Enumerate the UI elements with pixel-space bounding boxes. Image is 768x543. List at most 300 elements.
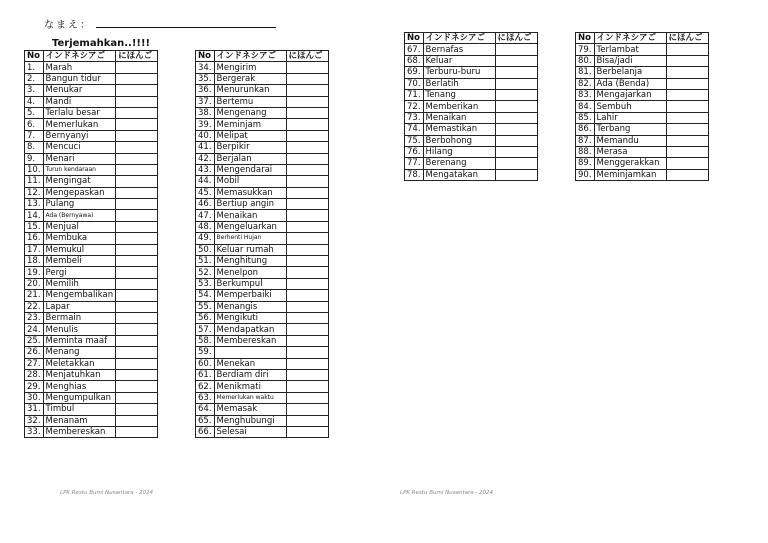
indonesian-word: Membereskan [43, 426, 116, 437]
table-row [196, 404, 329, 415]
table-row [576, 124, 709, 135]
row-number: 73. [405, 112, 424, 123]
table-row [25, 301, 158, 312]
indonesian-word: Mengirim [214, 62, 286, 73]
japanese-answer-cell[interactable] [116, 381, 158, 392]
japanese-answer-cell[interactable] [286, 96, 328, 107]
japanese-answer-cell[interactable] [116, 312, 158, 323]
vocab-table-1 [24, 50, 158, 438]
table-row [25, 404, 158, 415]
japanese-answer-cell[interactable] [666, 89, 708, 100]
table-row [196, 187, 329, 198]
indonesian-word: Menulis [43, 324, 116, 335]
footer-right: LPK Restu Bumi Nusantara - 2024 [400, 490, 494, 496]
table-row [196, 256, 329, 267]
row-number: 52. [196, 267, 215, 278]
japanese-answer-cell[interactable] [116, 221, 158, 232]
japanese-answer-cell[interactable] [286, 392, 328, 403]
row-number: 47. [196, 210, 215, 221]
column-header-japanese: にほんご [116, 51, 158, 62]
indonesian-word: Bangun tidur [43, 73, 116, 84]
table-row [196, 312, 329, 323]
japanese-answer-cell[interactable] [666, 44, 708, 55]
indonesian-word: Berenang [423, 158, 495, 169]
table-row [405, 124, 538, 135]
table-row [25, 369, 158, 380]
row-number: 58. [196, 335, 215, 346]
table-row [405, 55, 538, 66]
table-row [196, 244, 329, 255]
japanese-answer-cell[interactable] [286, 381, 328, 392]
indonesian-word: Menghias [43, 381, 116, 392]
japanese-answer-cell[interactable] [116, 96, 158, 107]
japanese-answer-cell[interactable] [116, 335, 158, 346]
table-row [196, 381, 329, 392]
row-number: 44. [196, 176, 215, 187]
indonesian-word: Menaikan [214, 210, 286, 221]
japanese-answer-cell[interactable] [286, 130, 328, 141]
row-number: 8. [25, 142, 44, 153]
japanese-answer-cell[interactable] [116, 199, 158, 210]
japanese-answer-cell[interactable] [286, 210, 328, 221]
row-number: 34. [196, 62, 215, 73]
japanese-answer-cell[interactable] [666, 112, 708, 123]
japanese-answer-cell[interactable] [286, 221, 328, 232]
indonesian-word: Membeli [43, 256, 116, 267]
japanese-answer-cell[interactable] [666, 158, 708, 169]
column-header-indonesian: インドネシアご [214, 51, 286, 62]
table-row [196, 176, 329, 187]
table-row [196, 415, 329, 426]
table-row [25, 256, 158, 267]
row-number: 35. [196, 73, 215, 84]
indonesian-word: Lapar [43, 301, 116, 312]
table-row [196, 267, 329, 278]
japanese-answer-cell[interactable] [116, 358, 158, 369]
japanese-answer-cell[interactable] [286, 426, 328, 437]
indonesian-word: Berhenti Hujan [214, 233, 286, 244]
row-number: 12. [25, 187, 44, 198]
indonesian-word: Mobil [214, 176, 286, 187]
row-number: 13. [25, 199, 44, 210]
column-header-indonesian: インドネシアご [594, 33, 666, 44]
japanese-answer-cell[interactable] [666, 146, 708, 157]
row-number: 46. [196, 199, 215, 210]
japanese-answer-cell[interactable] [116, 415, 158, 426]
name-blank-line[interactable] [96, 17, 276, 28]
table-row [25, 62, 158, 73]
indonesian-word: Memberikan [423, 101, 495, 112]
japanese-answer-cell[interactable] [116, 426, 158, 437]
indonesian-word: Tenang [423, 89, 495, 100]
indonesian-word: Meminjam [214, 119, 286, 130]
table-row [196, 119, 329, 130]
row-number: 54. [196, 290, 215, 301]
row-number: 45. [196, 187, 215, 198]
row-number: 31. [25, 404, 44, 415]
table-row [196, 426, 329, 437]
japanese-answer-cell[interactable] [116, 404, 158, 415]
table-row [196, 358, 329, 369]
column-header-japanese: にほんご [495, 33, 537, 44]
column-header-no: No [576, 33, 595, 44]
japanese-answer-cell[interactable] [116, 130, 158, 141]
table-row [25, 244, 158, 255]
row-number: 72. [405, 101, 424, 112]
japanese-answer-cell[interactable] [495, 89, 537, 100]
indonesian-word: Bernafas [423, 44, 495, 55]
japanese-answer-cell[interactable] [286, 358, 328, 369]
table-row [196, 392, 329, 403]
table-row [196, 130, 329, 141]
table-row [25, 119, 158, 130]
japanese-answer-cell[interactable] [116, 347, 158, 358]
row-number: 84. [576, 101, 595, 112]
japanese-answer-cell[interactable] [116, 324, 158, 335]
indonesian-word: Bernyanyi [43, 130, 116, 141]
indonesian-word: Menjual [43, 221, 116, 232]
column-header-japanese: にほんご [666, 33, 708, 44]
indonesian-word: Mengendarai [214, 164, 286, 175]
japanese-answer-cell[interactable] [116, 142, 158, 153]
row-number: 25. [25, 335, 44, 346]
indonesian-word: Membereskan [214, 335, 286, 346]
indonesian-word: Berbohong [423, 135, 495, 146]
table-row [196, 164, 329, 175]
japanese-answer-cell[interactable] [495, 124, 537, 135]
row-number: 19. [25, 267, 44, 278]
row-number: 69. [405, 67, 424, 78]
row-number: 3. [25, 85, 44, 96]
row-number: 74. [405, 124, 424, 135]
table-header-row [405, 33, 538, 44]
vocab-table-2 [195, 50, 329, 438]
japanese-answer-cell[interactable] [286, 267, 328, 278]
indonesian-word: Meminta maaf [43, 335, 116, 346]
table-row [25, 233, 158, 244]
japanese-answer-cell[interactable] [286, 153, 328, 164]
row-number: 36. [196, 85, 215, 96]
japanese-answer-cell[interactable] [116, 290, 158, 301]
japanese-answer-cell[interactable] [286, 85, 328, 96]
japanese-answer-cell[interactable] [666, 67, 708, 78]
row-number: 15. [25, 221, 44, 232]
table-row [405, 78, 538, 89]
indonesian-word: Ada (Benda) [594, 78, 666, 89]
row-number: 71. [405, 89, 424, 100]
japanese-answer-cell[interactable] [666, 55, 708, 66]
japanese-answer-cell[interactable] [286, 290, 328, 301]
indonesian-word: Mengikuti [214, 312, 286, 323]
row-number: 41. [196, 142, 215, 153]
indonesian-word: Hilang [423, 146, 495, 157]
row-number: 62. [196, 381, 215, 392]
table-row [196, 96, 329, 107]
japanese-answer-cell[interactable] [495, 44, 537, 55]
japanese-answer-cell[interactable] [495, 78, 537, 89]
indonesian-word: Meminjamkan [594, 169, 666, 180]
row-number: 56. [196, 312, 215, 323]
japanese-answer-cell[interactable] [495, 112, 537, 123]
indonesian-word: Berpikir [214, 142, 286, 153]
japanese-answer-cell[interactable] [495, 55, 537, 66]
japanese-answer-cell[interactable] [666, 78, 708, 89]
indonesian-word: Terlambat [594, 44, 666, 55]
column-header-no: No [196, 51, 215, 62]
japanese-answer-cell[interactable] [286, 164, 328, 175]
row-number: 6. [25, 119, 44, 130]
indonesian-word: Mengepaskan [43, 187, 116, 198]
table-row [405, 89, 538, 100]
indonesian-word: Menggerakkan [594, 158, 666, 169]
japanese-answer-cell[interactable] [116, 267, 158, 278]
row-number: 21. [25, 290, 44, 301]
japanese-answer-cell[interactable] [666, 135, 708, 146]
table-row [576, 44, 709, 55]
indonesian-word: Berkumpul [214, 278, 286, 289]
column-header-no: No [25, 51, 44, 62]
japanese-answer-cell[interactable] [286, 142, 328, 153]
row-number: 61. [196, 369, 215, 380]
indonesian-word: Memilih [43, 278, 116, 289]
japanese-answer-cell[interactable] [116, 278, 158, 289]
indonesian-word: Mengenang [214, 107, 286, 118]
japanese-answer-cell[interactable] [495, 135, 537, 146]
page-title: Terjemahkan..!!!! [52, 38, 151, 49]
indonesian-word: Menanam [43, 415, 116, 426]
indonesian-word: Timbul [43, 404, 116, 415]
japanese-answer-cell[interactable] [116, 85, 158, 96]
row-number: 5. [25, 107, 44, 118]
table-row [405, 158, 538, 169]
table-row [576, 112, 709, 123]
row-number: 77. [405, 158, 424, 169]
table-row [576, 101, 709, 112]
row-number: 29. [25, 381, 44, 392]
japanese-answer-cell[interactable] [495, 101, 537, 112]
vocab-table-3 [404, 32, 538, 181]
table-header-row [25, 51, 158, 62]
table-row [576, 158, 709, 169]
japanese-answer-cell[interactable] [495, 146, 537, 157]
indonesian-word: Keluar rumah [214, 244, 286, 255]
japanese-answer-cell[interactable] [286, 278, 328, 289]
row-number: 68. [405, 55, 424, 66]
japanese-answer-cell[interactable] [286, 62, 328, 73]
row-number: 67. [405, 44, 424, 55]
japanese-answer-cell[interactable] [116, 187, 158, 198]
table-row [25, 199, 158, 210]
japanese-answer-cell[interactable] [116, 176, 158, 187]
table-row [25, 153, 158, 164]
japanese-answer-cell[interactable] [286, 187, 328, 198]
indonesian-word [214, 347, 286, 358]
table-row [196, 324, 329, 335]
table-row [196, 73, 329, 84]
japanese-answer-cell[interactable] [286, 244, 328, 255]
row-number: 39. [196, 119, 215, 130]
row-number: 70. [405, 78, 424, 89]
japanese-answer-cell[interactable] [666, 169, 708, 180]
row-number: 7. [25, 130, 44, 141]
table-row [25, 176, 158, 187]
table-row [25, 73, 158, 84]
row-number: 40. [196, 130, 215, 141]
japanese-answer-cell[interactable] [286, 176, 328, 187]
japanese-answer-cell[interactable] [286, 312, 328, 323]
row-number: 24. [25, 324, 44, 335]
japanese-answer-cell[interactable] [116, 73, 158, 84]
japanese-answer-cell[interactable] [116, 164, 158, 175]
indonesian-word: Menukar [43, 85, 116, 96]
indonesian-word: Membuka [43, 233, 116, 244]
row-number: 20. [25, 278, 44, 289]
japanese-answer-cell[interactable] [116, 244, 158, 255]
row-number: 23. [25, 312, 44, 323]
table-row [405, 146, 538, 157]
indonesian-word: Ada (Bernyawa) [43, 210, 116, 221]
indonesian-word: Berlatih [423, 78, 495, 89]
japanese-answer-cell[interactable] [286, 233, 328, 244]
japanese-answer-cell[interactable] [286, 369, 328, 380]
japanese-answer-cell[interactable] [286, 335, 328, 346]
indonesian-word: Mengumpulkan [43, 392, 116, 403]
row-number: 50. [196, 244, 215, 255]
table-row [25, 107, 158, 118]
table-row [196, 233, 329, 244]
indonesian-word: Memasukkan [214, 187, 286, 198]
row-number: 66. [196, 426, 215, 437]
indonesian-word: Memperbaiki [214, 290, 286, 301]
japanese-answer-cell[interactable] [286, 324, 328, 335]
indonesian-word: Mencuci [43, 142, 116, 153]
japanese-answer-cell[interactable] [286, 73, 328, 84]
table-row [25, 187, 158, 198]
indonesian-word: Menari [43, 153, 116, 164]
table-row [196, 153, 329, 164]
table-row [576, 146, 709, 157]
row-number: 30. [25, 392, 44, 403]
japanese-answer-cell[interactable] [116, 119, 158, 130]
japanese-answer-cell[interactable] [286, 107, 328, 118]
row-number: 11. [25, 176, 44, 187]
row-number: 82. [576, 78, 595, 89]
japanese-answer-cell[interactable] [495, 158, 537, 169]
table-row [196, 107, 329, 118]
indonesian-word: Berjalan [214, 153, 286, 164]
table-row [405, 67, 538, 78]
row-number: 79. [576, 44, 595, 55]
table-row [196, 347, 329, 358]
indonesian-word: Berbelanja [594, 67, 666, 78]
indonesian-word: Bergerak [214, 73, 286, 84]
indonesian-word: Mengingat [43, 176, 116, 187]
row-number: 49. [196, 233, 215, 244]
japanese-answer-cell[interactable] [116, 392, 158, 403]
indonesian-word: Selesai [214, 426, 286, 437]
row-number: 16. [25, 233, 44, 244]
japanese-answer-cell[interactable] [286, 415, 328, 426]
japanese-answer-cell[interactable] [286, 199, 328, 210]
table-row [25, 142, 158, 153]
row-number: 88. [576, 146, 595, 157]
japanese-answer-cell[interactable] [116, 369, 158, 380]
japanese-answer-cell[interactable] [286, 301, 328, 312]
japanese-answer-cell[interactable] [286, 119, 328, 130]
japanese-answer-cell[interactable] [116, 153, 158, 164]
japanese-answer-cell[interactable] [495, 67, 537, 78]
japanese-answer-cell[interactable] [116, 233, 158, 244]
row-number: 63. [196, 392, 215, 403]
japanese-answer-cell[interactable] [286, 347, 328, 358]
column-header-no: No [405, 33, 424, 44]
row-number: 33. [25, 426, 44, 437]
indonesian-word: Memastikan [423, 124, 495, 135]
japanese-answer-cell[interactable] [286, 404, 328, 415]
japanese-answer-cell[interactable] [116, 301, 158, 312]
japanese-answer-cell[interactable] [116, 256, 158, 267]
table-row [576, 89, 709, 100]
row-number: 89. [576, 158, 595, 169]
indonesian-word: Memukul [43, 244, 116, 255]
table-row [196, 210, 329, 221]
row-number: 43. [196, 164, 215, 175]
table-row [196, 290, 329, 301]
table-row [25, 96, 158, 107]
indonesian-word: Mendapatkan [214, 324, 286, 335]
indonesian-word: Mandi [43, 96, 116, 107]
indonesian-word: Turun kendaraan [43, 164, 116, 175]
japanese-answer-cell[interactable] [116, 210, 158, 221]
table-row [25, 312, 158, 323]
table-row [25, 415, 158, 426]
table-row [405, 112, 538, 123]
table-row [196, 301, 329, 312]
table-header-row [576, 33, 709, 44]
indonesian-word: Pergi [43, 267, 116, 278]
japanese-answer-cell[interactable] [116, 107, 158, 118]
row-number: 87. [576, 135, 595, 146]
table-row [25, 85, 158, 96]
table-row [25, 267, 158, 278]
japanese-answer-cell[interactable] [286, 256, 328, 267]
table-row [25, 426, 158, 437]
row-number: 14. [25, 210, 44, 221]
table-row [25, 347, 158, 358]
table-row [25, 324, 158, 335]
row-number: 22. [25, 301, 44, 312]
table-row [196, 335, 329, 346]
japanese-answer-cell[interactable] [666, 101, 708, 112]
column-header-indonesian: インドネシアご [43, 51, 116, 62]
japanese-answer-cell[interactable] [495, 169, 537, 180]
indonesian-word: Mengembalikan [43, 290, 116, 301]
row-number: 17. [25, 244, 44, 255]
row-number: 18. [25, 256, 44, 267]
indonesian-word: Melipat [214, 130, 286, 141]
indonesian-word: Keluar [423, 55, 495, 66]
japanese-answer-cell[interactable] [666, 124, 708, 135]
table-row [196, 142, 329, 153]
table-row [25, 278, 158, 289]
row-number: 38. [196, 107, 215, 118]
row-number: 76. [405, 146, 424, 157]
row-number: 42. [196, 153, 215, 164]
table-row [25, 335, 158, 346]
japanese-answer-cell[interactable] [116, 62, 158, 73]
table-row [25, 358, 158, 369]
indonesian-word: Berdiam diri [214, 369, 286, 380]
